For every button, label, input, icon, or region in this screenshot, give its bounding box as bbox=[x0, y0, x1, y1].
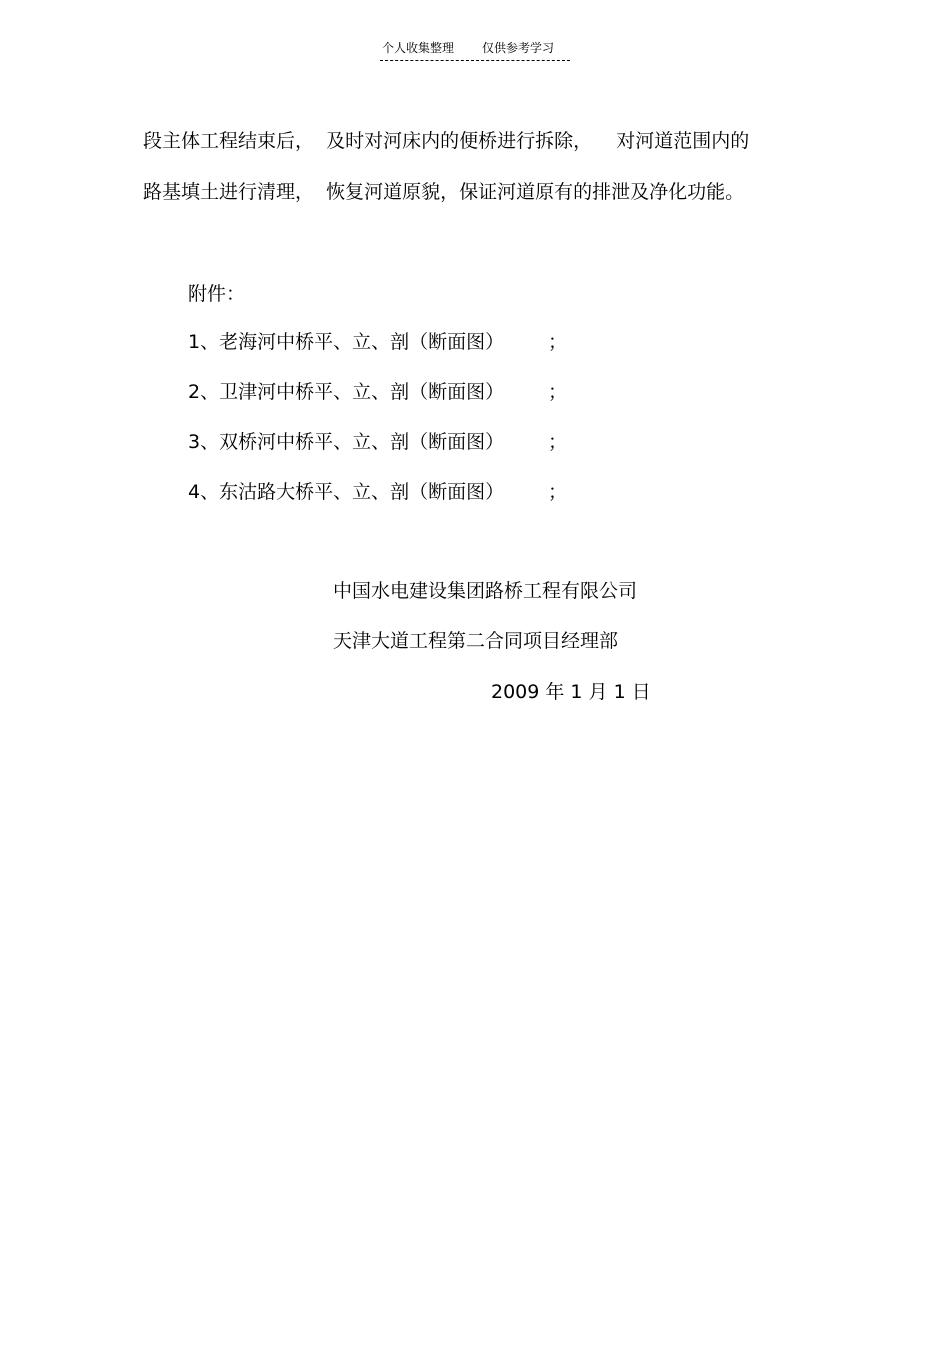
header-right-text: 仅供参考学习 bbox=[482, 41, 555, 55]
page-header bbox=[380, 40, 570, 61]
attachment-number: 1、 bbox=[188, 331, 220, 353]
signature-company: 中国水电建设集团路桥工程有限公司 bbox=[333, 580, 638, 602]
signature-date: 2009 年 1 月 1 日 bbox=[491, 681, 651, 703]
body-paragraph-line-2: 路基填土进行清理， 恢复河道原貌，保证河道原有的排泄及净化功能。 bbox=[143, 181, 745, 203]
list-item bbox=[188, 430, 568, 480]
attachment-end: ； bbox=[548, 331, 568, 353]
body-paragraph-line-1: 段主体工程结束后， 及时对河床内的便桥进行拆除， 对河道范围内的 bbox=[143, 130, 750, 152]
attachment-text: 卫津河中桥平、立、剖（断面图） bbox=[219, 381, 505, 403]
list-item bbox=[188, 480, 568, 530]
list-item bbox=[188, 330, 568, 380]
list-item bbox=[188, 380, 568, 430]
attachment-text: 老海河中桥平、立、剖（断面图） bbox=[219, 331, 505, 353]
attachment-number: 3、 bbox=[188, 431, 220, 453]
attachment-end: ； bbox=[548, 481, 568, 503]
attachment-text: 双桥河中桥平、立、剖（断面图） bbox=[219, 431, 505, 453]
attachments-title: 附件： bbox=[188, 283, 246, 305]
attachment-end: ； bbox=[548, 381, 568, 403]
signature-department: 天津大道工程第二合同项目经理部 bbox=[333, 630, 619, 652]
attachment-text: 东沽路大桥平、立、剖（断面图） bbox=[219, 481, 505, 503]
attachment-number: 4、 bbox=[188, 481, 220, 503]
attachment-number: 2、 bbox=[188, 381, 220, 403]
attachments-list bbox=[188, 330, 568, 530]
header-left-text: 个人收集整理 bbox=[382, 41, 455, 55]
attachment-end: ； bbox=[548, 431, 568, 453]
